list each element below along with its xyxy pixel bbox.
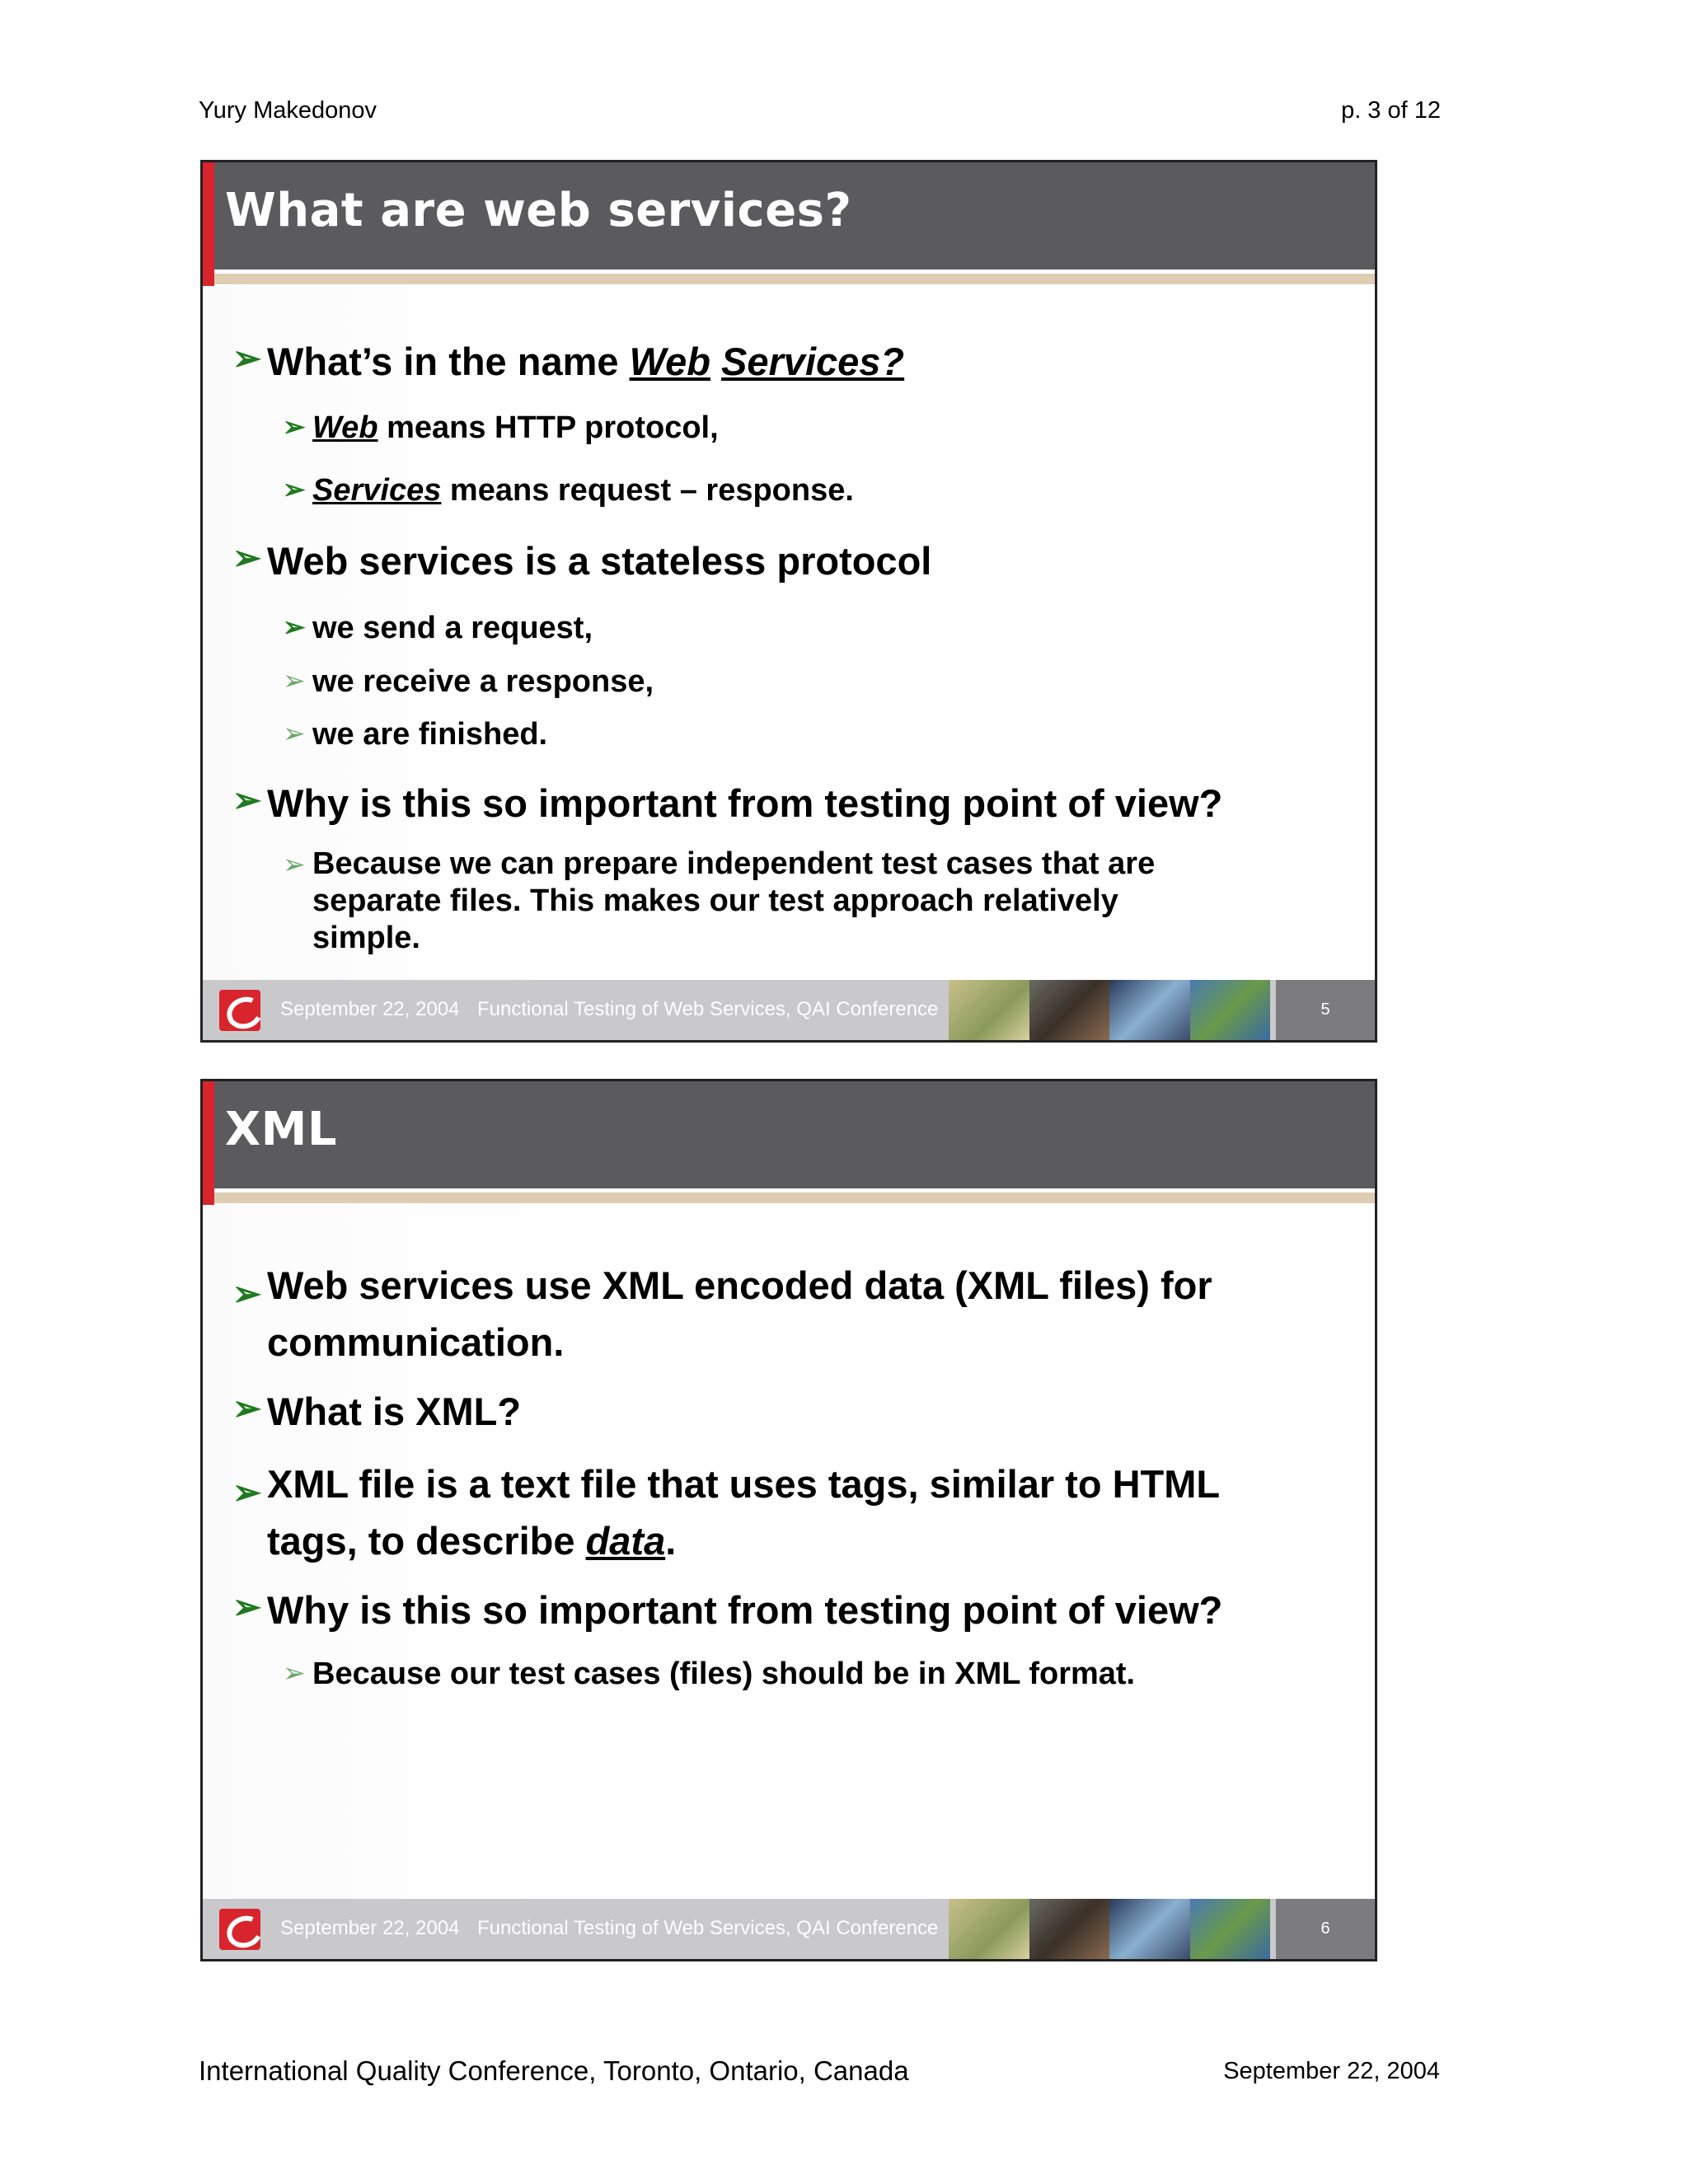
footer-title: Functional Testing of Web Services, QAI Conference: [477, 1917, 939, 1939]
bullet-xml-encoded: [232, 1257, 1212, 1371]
bullet-text: we receive a response,: [312, 664, 654, 699]
slide-6: [200, 1079, 1377, 1961]
bullet-arrow-icon: ➢: [283, 474, 306, 504]
bullet-text-line-1: Because we can prepare independent test cases that are: [312, 846, 1156, 881]
slide-number: 6: [1276, 1899, 1375, 1959]
bullet-xml-file: [232, 1455, 1221, 1569]
emphasis-web: Web: [312, 410, 378, 445]
bullet-what-is-xml: [232, 1389, 522, 1434]
title-accent-lower: [203, 1188, 214, 1205]
bullet-send: [283, 611, 593, 646]
bullet-text-line-1: XML file is a text file that uses tags, similar to HTML: [267, 1462, 1221, 1506]
bullet-arrow-icon: ➢: [283, 1657, 306, 1688]
slide-5: [200, 160, 1377, 1043]
bullet-receive: [283, 664, 654, 700]
emphasis-data: data: [585, 1519, 666, 1563]
bullet-because: [283, 1657, 1136, 1692]
bullet-text-line-2: tags, to describe: [267, 1519, 586, 1563]
bullet-text: we are finished.: [312, 717, 548, 752]
page-header-author: Yury Makedonov: [199, 97, 377, 124]
bullet-arrow-icon: ➢: [232, 1274, 262, 1313]
page-footer-conference: International Quality Conference, Toronto, Ontario, Canada: [199, 2055, 909, 2086]
title-accent: [203, 162, 214, 269]
bullet-text: Why is this so important from testing point of view?: [267, 781, 1223, 825]
company-logo-icon: [219, 1909, 260, 1950]
emphasis-services: Services?: [721, 340, 905, 383]
bullet-text: means HTTP protocol,: [377, 410, 719, 445]
bullet-text-line-2: communication.: [267, 1320, 565, 1364]
title-underline: [214, 274, 1375, 284]
bullet-text-line-1: Web services use XML encoded data (XML files) for: [267, 1263, 1212, 1307]
slide-title: XML: [225, 1103, 338, 1156]
bullet-why-important: [232, 780, 1223, 826]
bullet-text: Because our test cases (files) should be in XML format.: [312, 1657, 1136, 1691]
bullet-arrow-icon: ➢: [283, 849, 306, 879]
title-accent: [203, 1081, 214, 1188]
bullet-text: What’s in the name: [267, 340, 630, 383]
title-underline: [214, 1193, 1375, 1203]
company-logo-icon: [219, 990, 260, 1031]
bullet-text: Why is this so important from testing point of view?: [267, 1588, 1223, 1632]
bullet-arrow-icon: ➢: [232, 538, 262, 577]
footer-title: Functional Testing of Web Services, QAI Conference: [477, 998, 939, 1020]
emphasis-web: Web: [629, 340, 710, 383]
bullet-arrow-icon: ➢: [232, 1473, 262, 1511]
bullet-arrow-icon: ➢: [283, 612, 306, 642]
page-header-page-number: p. 3 of 12: [1341, 97, 1441, 124]
bullet-arrow-icon: ➢: [232, 780, 262, 819]
bullet-text-line-2: separate files. This makes our test approach relatively: [312, 883, 1118, 918]
bullet-why-important: [232, 1587, 1223, 1633]
footer-photo-strip: [949, 1899, 1270, 1959]
bullet-arrow-icon: ➢: [232, 339, 262, 377]
punctuation: .: [665, 1519, 677, 1563]
bullet-text: Web services is a stateless protocol: [267, 539, 932, 583]
footer-date: September 22, 2004: [280, 998, 460, 1020]
bullet-arrow-icon: ➢: [283, 718, 306, 748]
bullet-services-request: [283, 473, 854, 509]
footer-date: September 22, 2004: [280, 1917, 460, 1939]
bullet-arrow-icon: ➢: [232, 1389, 262, 1427]
slide-number: 5: [1276, 980, 1375, 1040]
bullet-stateless: [232, 538, 932, 583]
slide-title: What are web services?: [225, 184, 852, 237]
bullet-because: [283, 846, 1156, 957]
bullet-arrow-icon: ➢: [283, 665, 306, 696]
emphasis-services: Services: [312, 473, 442, 508]
slide-footer: [203, 980, 1375, 1040]
bullet-arrow-icon: ➢: [283, 411, 306, 442]
bullet-text: means request – response.: [441, 473, 854, 508]
bullet-text-line-3: simple.: [312, 921, 420, 955]
page-footer-date: September 22, 2004: [1223, 2058, 1440, 2084]
bullet-web-http: [283, 410, 719, 446]
slide-title-bar: [203, 162, 1375, 269]
slide-footer: [203, 1899, 1375, 1959]
bullet-whats-in-name: [232, 339, 905, 384]
footer-photo-strip: [949, 980, 1270, 1040]
title-accent-lower: [203, 269, 214, 286]
bullet-finished: [283, 717, 548, 752]
bullet-text: What is XML?: [267, 1390, 522, 1433]
bullet-arrow-icon: ➢: [232, 1587, 262, 1626]
bullet-text: we send a request,: [312, 611, 593, 645]
slide-title-bar: [203, 1081, 1375, 1188]
